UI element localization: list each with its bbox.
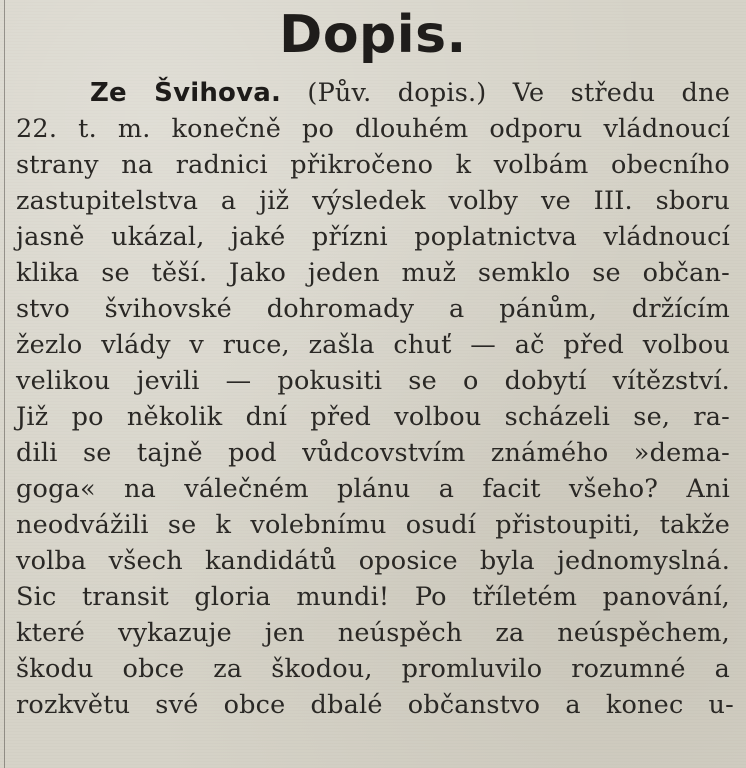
- article-line: zastupitelstva a již výsledek volby ve III. sboru: [16, 186, 730, 216]
- article-line: 22. t. m. konečně po dlouhém odporu vládnoucí: [16, 114, 730, 144]
- article-line: Sic transit gloria mundi! Po tříletém panování,: [16, 582, 730, 612]
- article-line: neodvážili se k volebnímu osudí přistoupiti, takže: [16, 510, 730, 540]
- article-line: rozkvětu své obce dbalé občanstvo a konec u-: [16, 690, 734, 720]
- article-line: dili se tajně pod vůdcovstvím známého »dema-: [16, 438, 730, 468]
- article-place-title: Ze Švihova.: [90, 78, 282, 108]
- article-line: goga« na válečném plánu a facit všeho? Ani: [16, 474, 730, 504]
- article-line: velikou jevili — pokusiti se o dobytí vítězství.: [16, 366, 730, 396]
- article-line: klika se těší. Jako jeden muž semklo se občan-: [16, 258, 730, 288]
- article-line: stvo švihovské dohromady a pánům, držícím: [16, 294, 730, 324]
- article-line: [90, 76, 730, 110]
- column-rule: [4, 0, 5, 768]
- article-line: jasně ukázal, jaké přízni poplatnictva vládnoucí: [16, 222, 730, 252]
- article-line: škodu obce za škodou, promluvilo rozumné a: [16, 654, 730, 684]
- article-line: Již po několik dní před volbou scházeli se, ra-: [16, 402, 730, 432]
- article-line: které vykazuje jen neúspěch za neúspěchem,: [16, 618, 730, 648]
- article-heading: Dopis.: [279, 5, 467, 65]
- article-first-line-text: (Pův. dopis.) Ve středu dne: [307, 78, 730, 108]
- article-line: žezlo vlády v ruce, zašla chuť — ač před volbou: [16, 330, 730, 360]
- article-line: strany na radnici přikročeno k volbám obecního: [16, 150, 730, 180]
- article-line: volba všech kandidátů oposice byla jednomyslná.: [16, 546, 730, 576]
